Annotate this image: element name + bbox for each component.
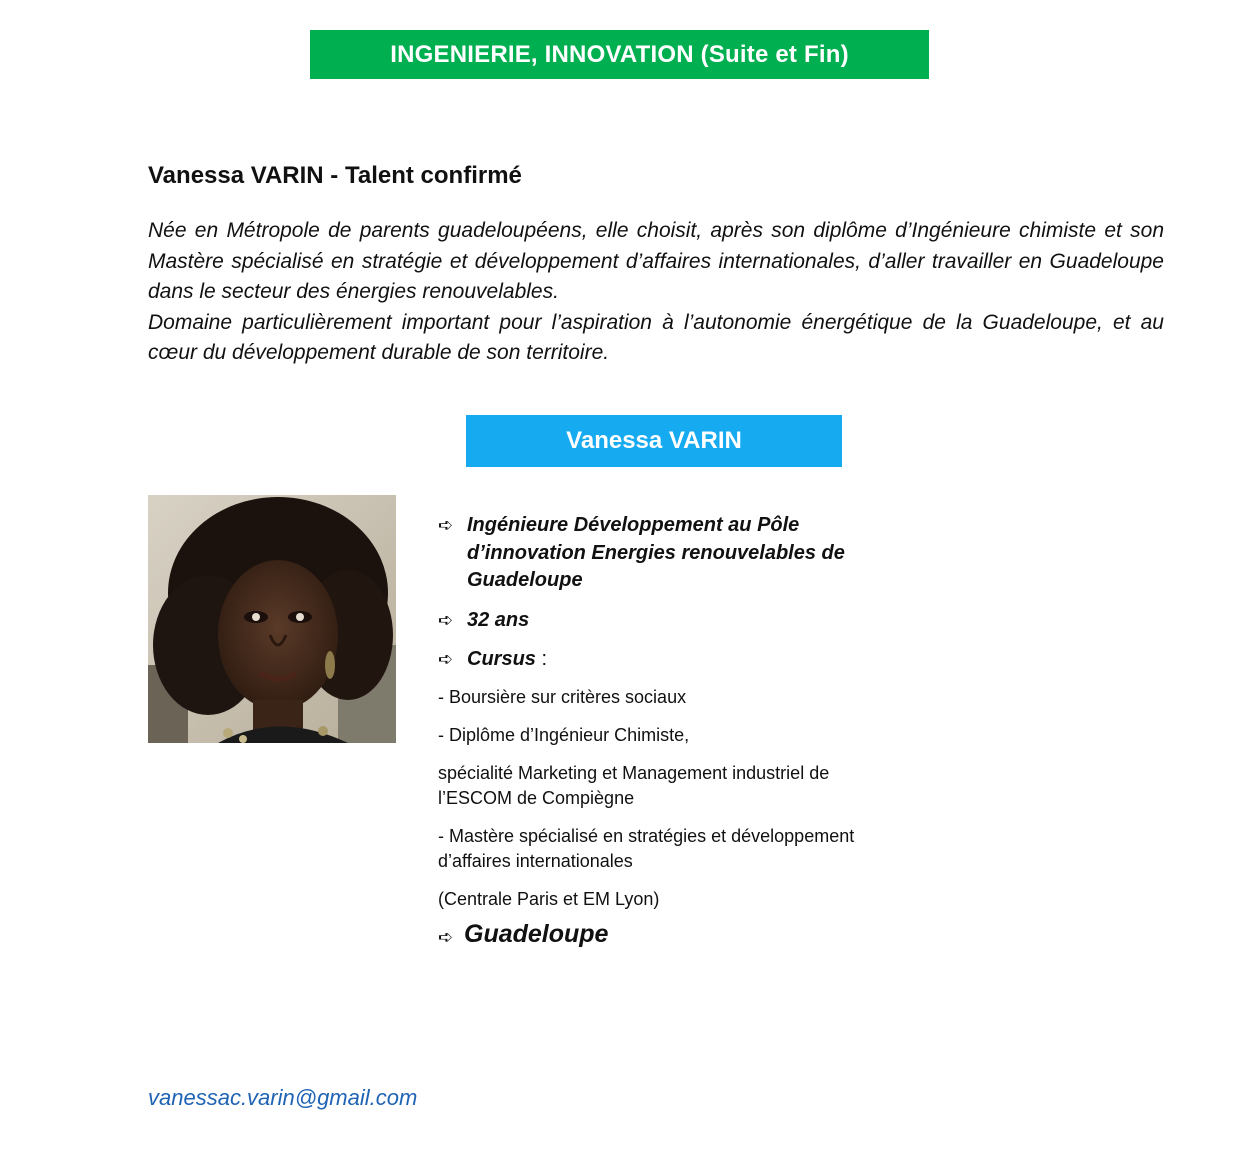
portrait-illustration xyxy=(148,495,396,743)
name-banner-label: Vanessa VARIN xyxy=(566,427,742,454)
arrow-icon: ➪ xyxy=(438,649,454,669)
role-item xyxy=(438,512,888,595)
profile-details xyxy=(438,512,888,952)
profile-photo xyxy=(148,495,396,743)
page-header-title: INGENIERIE, INNOVATION (Suite et Fin) xyxy=(390,40,849,68)
cursus-item xyxy=(438,646,888,674)
email-link[interactable]: vanessac.varin@gmail.com xyxy=(148,1085,418,1110)
cursus-line: spécialité Marketing et Management industriel de l’ESCOM de Compiègne xyxy=(438,762,830,808)
arrow-icon: ➪ xyxy=(438,926,454,947)
name-banner xyxy=(466,415,842,467)
age-text: 32 ans xyxy=(467,608,530,631)
cursus-line: - Mastère spécialisé en stratégies et développement d’affaires internationales xyxy=(438,825,855,871)
intro-paragraph: Née en Métropole de parents guadeloupéens, elle choisit, après son diplôme d’Ingénieure chimiste et son Mastère spécialisé en stratégie et développement d’affaires internationales, d’aller travailler en Guadeloupe dans le secteur des énergies renouvelables. xyxy=(148,219,1164,304)
intro-paragraph: Domaine particulièrement important pour l’aspiration à l’autonomie énergétique de la Guadeloupe, et au cœur du développement durable de son territoire. xyxy=(148,310,1164,365)
intro-text xyxy=(148,216,1164,369)
location-text: Guadeloupe xyxy=(464,919,609,948)
location-item xyxy=(438,919,888,952)
cursus-label: Cursus xyxy=(467,648,536,670)
cursus-line: - Diplôme d’Ingénieur Chimiste, xyxy=(438,724,690,745)
arrow-icon: ➪ xyxy=(438,609,454,630)
cursus-line: - Boursière sur critères sociaux xyxy=(438,686,687,707)
arrow-icon: ➪ xyxy=(438,515,454,535)
role-text: Ingénieure Développement au Pôle d’innovation Energies renouvelables de Guadeloupe xyxy=(467,514,845,591)
age-item xyxy=(438,607,888,635)
page-header-banner xyxy=(310,30,929,79)
cursus-line: (Centrale Paris et EM Lyon) xyxy=(438,888,660,909)
cursus-colon: : xyxy=(535,648,548,670)
section-title: Vanessa VARIN - Talent confirmé xyxy=(148,162,522,189)
